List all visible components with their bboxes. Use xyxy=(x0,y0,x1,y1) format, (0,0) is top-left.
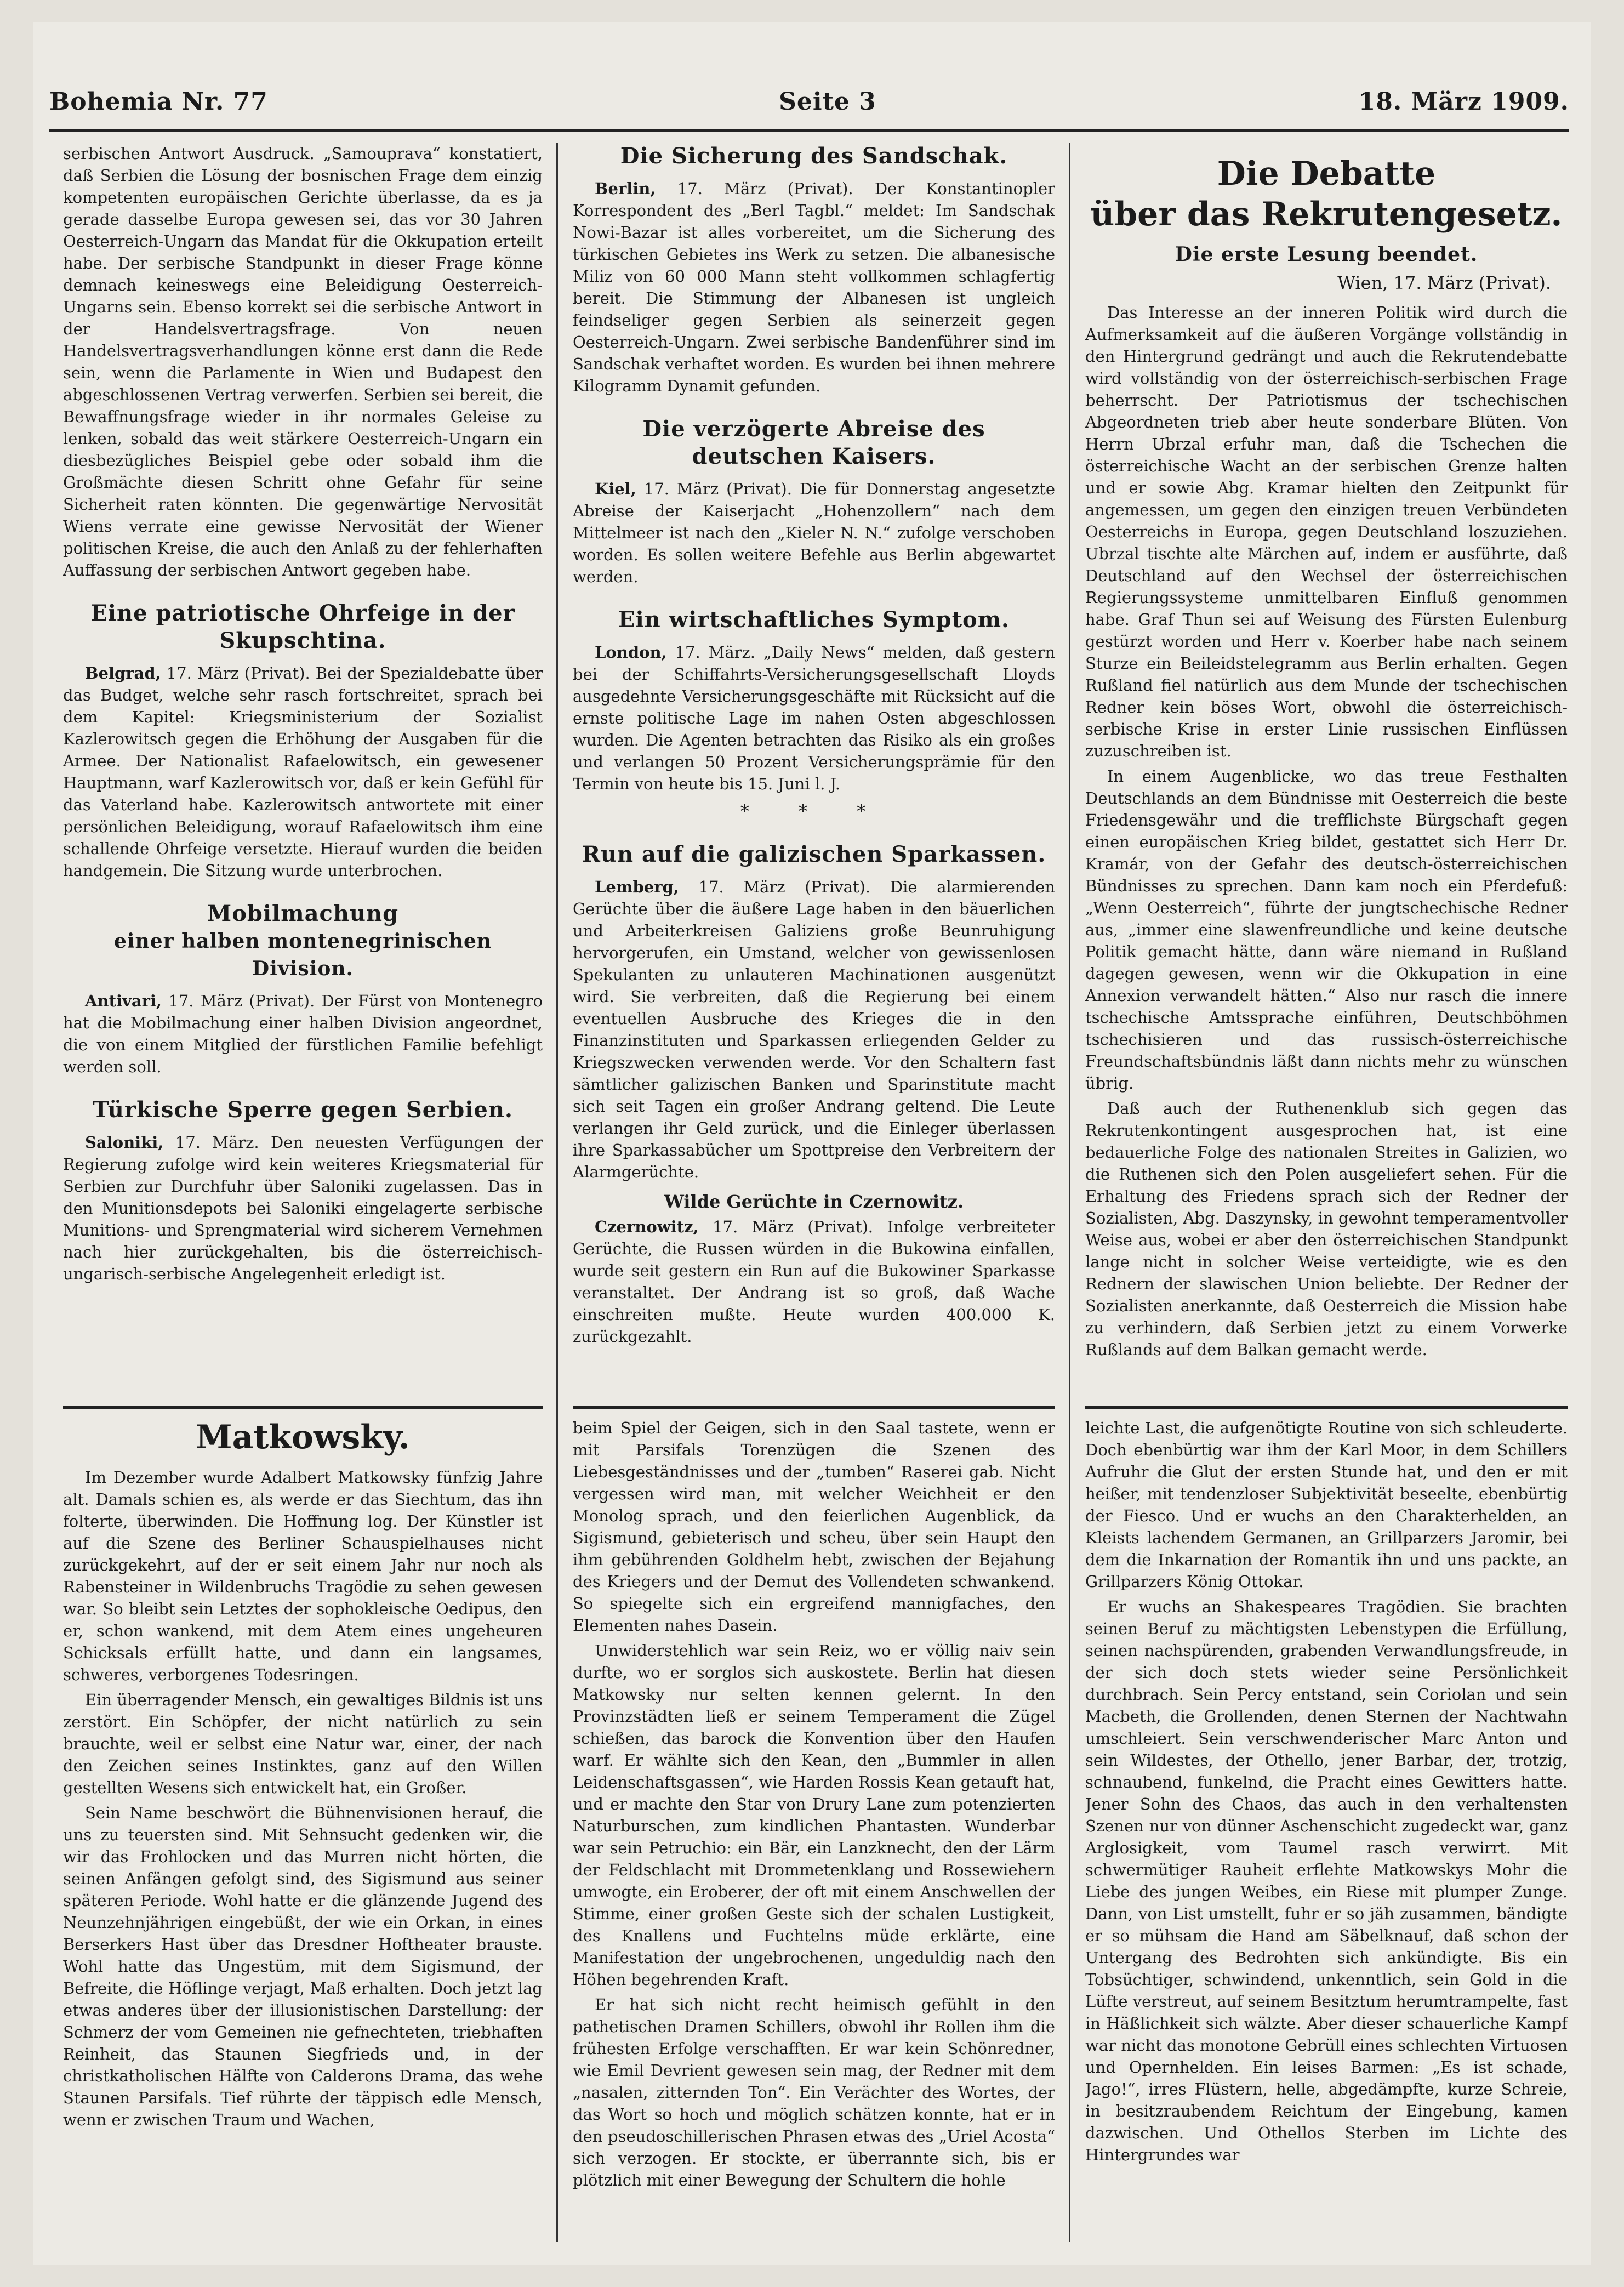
section-stars: * * * xyxy=(740,801,888,822)
dateline: London, xyxy=(595,643,667,662)
article-text: In einem Augenblicke, wo das treue Festhalten Deutschlands an dem Bündnisse mit Oesterreich die beste Friedensgewähr und die trefflichste Bürgschaft gegen einen europäischen Krieg bildet, gestattet sich Herr Dr. Kramár, von der Gefahr des deutsch-österreichischen Bündnisses zu sprechen. Dann kam noch ein Pferdefuß: „Wenn Oesterreich“, führte der jungtschechische Redner aus, „immer eine slawenfreundliche und keine deutsche Politik gemacht hätte, dann wäre niemand in Rußland dagegen gewesen, wenn wir die Okkupation in eine Annexion verwandelt hätten.“ Also nur rasch die innere tschechische Amtssprache einführen, Deutschböhmen tschechisieren und das russisch-österreichische Freundschaftsbündnis läßt dann nichts mehr zu wünschen übrig. xyxy=(1085,767,1568,1093)
article-text: serbischen Antwort Ausdruck. „Samouprava“ konstatiert, daß Serbien die Lösung der bosnischen Frage dem einzig kompetenten europäischen Gerichte überlasse, da es ja gerade dasselbe Europa gewesen sei, das vor 30 Jahren Oesterreich-Ungarn das Mandat für die Okkupation erteilt habe. Der serbische Standpunkt in dieser Frage könne demnach keineswegs eine Beleidigung Oesterreich-Ungarns sein. Ebenso korrekt sei die serbische Antwort in der Handelsvertragsfrage. Von neuen Handelsvertragsverhandlungen könne erst dann die Rede sein, wenn die Parlamente in Wien und Budapest den abgeschlossenen Vertrag verwerfen. Serbien sei bereit, die Bewaffnungsfrage wieder in ihr normales Geleise zu lenken, sobald das weit stärkere Oesterreich-Ungarn ein diesbezügliches Beispiel gebe oder sobald ihm die Großmächte diesen Schritt ohne Gefahr für seine Sicherheit raten könnten. Die gegenwärtige Nervosität Wiens verrate eine gewisse Nervosität der Wiener politischen Kreise, die auch den Anlaß zu der fehlerhaften Auffassung der serbischen Antwort gegeben habe. xyxy=(63,144,543,579)
headline-sperre: Türkische Sperre gegen Serbien. xyxy=(93,1097,513,1123)
headline-mobilmachung: Mobilmachung einer halben montenegrinischen Division. xyxy=(113,901,492,980)
article-text: Saloniki, 17. März. Den neuesten Verfügungen der Regierung zufolge wird kein weiteres Kriegsmaterial für Serbien zur Durchfuhr über Saloniki zugelassen. Das in den Munitionsdepots bei Saloniki eingelagerte serbische Munitions- und Sprengmaterial wird sicherem Vernehmen nach hier zurückgehalten, bis die österreichisch-ungarisch-serbische Angelegenheit erledigt ist. xyxy=(63,1133,543,1283)
issue-date: 18. März 1909. xyxy=(1358,88,1569,116)
headline-sandschak: Die Sicherung des Sandschak. xyxy=(620,143,1008,169)
article-text: Berlin, 17. März (Privat). Der Konstantinopler Korrespondent des „Berl Tagbl.“ meldet: Im Sandschak Nowi-Bazar ist alles vorbereitet, um die Sicherung des türkischen Gebietes ins Werk zu setzen. Die albanesische Miliz von 60 000 Mann steht vollkommen schlagfertig bereit. Die Stimmung der Albanesen ist ungleich feindseliger gegen Serbien als seinerzeit gegen Oesterreich-Ungarn. Zwei serbische Bandenführer sind im Sandschak verhaftet worden. Es wurden bei ihnen mehrere Kilogramm Dynamit gefunden. xyxy=(573,179,1055,395)
feuilleton-column-3 xyxy=(1085,1417,1568,2245)
headline-debatte: Die Debatte über das Rekrutengesetz. xyxy=(1090,155,1563,234)
masthead-issue: Bohemia Nr. 77 xyxy=(49,88,268,116)
dateline: Lemberg, xyxy=(595,878,679,896)
feuilleton-column-1 xyxy=(63,1417,543,2245)
feuilleton-text: leichte Last, die aufgenötigte Routine von sich schleuderte. Doch ebenbürtig war ihm der Karl Moor, in dem Schillers Aufruhr die Glut der ersten Stunde hat, und den er mit heißer, mit tendenzloser Subjektivität beseelte, ebenbürtig der Fiesco. Und er wuchs an den Charakterhelden, an Kleists lachendem Germanen, an Grillparzers Jaromir, bei dem die Inkarnation der Romantik ihn und uns packte, an Grillparzers König Ottokar. xyxy=(1085,1419,1568,1591)
feuilleton-text: Ein überragender Mensch, ein gewaltiges Bildnis ist uns zerstört. Ein Schöpfer, der nicht natürlich zu sein brauchte, weil er selbst eine Natur war, einer, der nach den Zeichen seines Instinktes, ganz auf den Willen gestellten Wesens sich entwickelt hat, ein Großer. xyxy=(63,1691,543,1797)
dateline: Czernowitz, xyxy=(595,1218,699,1236)
article-text: Das Interesse an der inneren Politik wird durch die Aufmerksamkeit auf die äußeren Vorgänge vollständig in den Hintergrund gedrängt und auch die Rekrutendebatte wird vollständig von der österreichisch-serbischen Frage beherrscht. Der Patriotismus der tschechischen Abgeordneten trieb aber heute sonderbare Blüten. Von Herrn Ubrzal erfuhr man, daß die Tschechen die österreichische Wacht an der serbischen Grenze halten und er sowie Abg. Kramar hielten den Zeitpunkt für angemessen, um gegen den einzigen treuen Verbündeten Oesterreichs in Europa, gegen Deutschland loszuziehen. Ubrzal tischte alte Märchen auf, indem er ausführte, daß Deutschland auf den Wechsel der österreichischen Regierungssysteme unmittelbaren Einfluß genommen habe. Graf Thun sei auf Weisung des Fürsten Eulenburg gestürzt worden und Herr v. Koerber habe nach seinem Sturze ein Beileidstelegramm aus Berlin erhalten. Gegen Rußland fiel natürlich aus dem Munde der tschechischen Redner kein böses Wort, obwohl die österreichisch-serbische Krise in erster Linie russischen Einflüssen zuzuschreiben ist. xyxy=(1085,303,1568,760)
section-rule xyxy=(573,1406,1055,1409)
article-text: Czernowitz, 17. März (Privat). Infolge verbreiteter Gerüchte, die Russen würden in die Bukowina einfallen, wurde seit gestern ein Run auf die Bukowiner Sparkasse veranstaltet. Der Andrang ist so groß, daß Wache einschreiten mußte. Heute wurden 400.000 K. zurückgezahlt. xyxy=(573,1218,1055,1346)
subheadline-czernowitz: Wilde Gerüchte in Czernowitz. xyxy=(664,1191,964,1212)
dateline: Antivari, xyxy=(85,992,162,1010)
dateline: Wien, 17. März (Privat). xyxy=(1337,272,1551,293)
dateline: Berlin, xyxy=(595,179,656,198)
header-rule xyxy=(49,129,1569,132)
article-text: Kiel, 17. März (Privat). Die für Donnerstag angesetzte Abreise der Kaiserjacht „Hohenzollern“ nach dem Mittelmeer ist nach den „Kieler N. N.“ zufolge verschoben worden. Es sollen weitere Befehle aus Berlin abgewartet werden. xyxy=(573,480,1055,586)
feuilleton-text: Unwiderstehlich war sein Reiz, wo er völlig naiv sein durfte, wo er sorglos sich auskostete. Berlin hat diesen Matkowsky nur selten kennen gelernt. In den Provinzstädten ließ er seinem Temperament die Zügel schießen, das barock die Konvention über den Haufen warf. Er wählte sich den Kean, den „Bummler in allen Leidenschaftsgassen“, wie Harden Rossis Kean getauft hat, und er machte den Star von Drury Lane zum potenzierten Naturburschen, zum kindlichen Phantasten. Wunderbar war sein Petruchio: ein Bär, ein Lanzknecht, den der Lärm der Feldschlacht mit Drommetenklang und Rossewiehern umwogte, ein Eroberer, der oft mit einem Anschwellen der Stimme, einer großen Geste sich der schalen Lustigkeit, des Knallens und Fuchtelns müde erklärte, eine Manifestation der ungebrochenen, ungeduldig nach den Höhen begehrenden Kraft. xyxy=(573,1641,1055,1989)
page-number: Seite 3 xyxy=(779,88,876,116)
newspaper-page xyxy=(33,22,1591,2265)
article-text: Lemberg, 17. März (Privat). Die alarmierenden Gerüchte über die äußere Lage haben in den bäuerlichen und Arbeiterkreisen Galiziens große Beunruhigung hervorgerufen, ein Umstand, welcher von gewissenlosen Spekulanten zu unlauteren Machinationen ausgenützt wird. Sie verbreiten, daß die Regierung bei einem eventuellen Ausbruche des Krieges die in den Finanzinstituten und Sparkassen erliegenden Gelder zu Kriegszwecken verwenden werde. Vor den Schaltern fast sämtlicher galizischen Banken und Sparinstitute macht sich seit Tagen ein großer Andrang geltend. Die Leute verlangen ihr Geld zurück, und die Einleger überlassen ihre Sparkassabücher um Spottpreise den Verbreitern der Alarmgerüchte. xyxy=(573,878,1055,1181)
headline-skupschtina: Eine patriotische Ohrfeige in der Skupschtina. xyxy=(90,600,515,653)
headline-sparkassen: Run auf die galizischen Sparkassen. xyxy=(582,841,1046,867)
headline-matkowsky: Matkowsky. xyxy=(196,1418,410,1457)
article-text: Antivari, 17. März (Privat). Der Fürst von Montenegro hat die Mobilmachung einer halben Division angeordnet, die von einem Mitglied der fürstlichen Familie befehligt werden soll. xyxy=(63,992,543,1076)
article-text: Belgrad, 17. März (Privat). Bei der Spezialdebatte über das Budget, welche sehr rasch fortschreitet, sprach bei dem Kapitel: Kriegsministerium der Sozialist Kazlerowitsch gegen die Erhöhung der Ausgaben für die Armee. Der Nationalist Rafaelowitsch, ein gewesener Hauptmann, warf Kazlerowitsch vor, daß er kein Gefühl für das Vaterland habe. Kazlerowitsch antwortete mit einer persönlichen Beleidigung, worauf Rafaelowitsch ihm eine schallende Ohrfeige versetzte. Hierauf wurden die beiden handgemein. Die Sitzung wurde unterbrochen. xyxy=(63,664,543,880)
feuilleton-column-2 xyxy=(573,1417,1055,2245)
headline-kaiser: Die verzögerte Abreise des deutschen Kaisers. xyxy=(642,416,985,469)
dateline: Belgrad, xyxy=(85,664,161,682)
column-divider xyxy=(556,143,558,2242)
feuilleton-text: Im Dezember wurde Adalbert Matkowsky fünfzig Jahre alt. Damals schien es, als werde er das Siechtum, das ihn folterte, überwinden. Die Hoffnung log. Der Künstler ist auf die Szene des Berliner Schauspielhauses nicht zurückgekehrt, auf der er seit einem Jahr nur noch als Rabensteiner in Wildenbruchs Tragödie zu sehen gewesen war. So bleibt sein Letztes der sophokleische Oedipus, den er, schon wankend, mit dem Atem eines ungeheuren Schicksals erfüllt hatte, und dann ein langsames, schweres, verborgenes Todesringen. xyxy=(63,1468,543,1684)
page-header xyxy=(33,66,1591,132)
section-rule xyxy=(63,1406,543,1409)
feuilleton-text: Er wuchs an Shakespeares Tragödien. Sie brachten seinen Beruf zu mächtigsten Lebenstypen die Erfüllung, seinen nachspürenden, grabenden Verwandlungsfreude, in der sich doch stets wieder seine Persönlichkeit durchbrach. Sein Percy entstand, sein Coriolan und sein Macbeth, die Grollenden, denen Sternen der Nachtwahn umschleiert. Sein verschwenderischer Marc Anton und sein Wildestes, der Othello, jener Barbar, der, trotzig, schnaubend, funkelnd, die Pracht eines Gewitters hatte. Jener Sohn des Chaos, das auch in den verhaltensten Szenen nur von dünner Aschenschicht zugedeckt war, ganz Arglosigkeit, vom Taumel rasch verwirrt. Mit schwermütiger Rauheit erflehte Matkowskys Mohr die Liebe des jungen Weibes, ein Riese mit plumper Zunge. Dann, von List umstellt, fuhr er so jäh zusammen, bändigte er so mühsam die Hand am Säbelknauf, daß schon der Untergang des Bedrohten sich ankündigte. Bis ein Tobsüchtiger, schwindend, unkenntlich, sein Gold in die Lüfte verstreut, auf seinem Besitztum herumtrampelte, fast in Häßlichkeit sich wälzte. Aber dieser schauerliche Kampf war nicht das monotone Gebrüll eines schlechten Virtuosen und Opernhelden. Ein leises Barmen: „Es ist schade, Jago!“, irres Flüstern, helle, abgedämpfte, kurze Schreie, in besitzraubendem Reichtum der Eingebung, kamen dazwischen. Und Othellos Sterben im Lichte des Hintergrundes war xyxy=(1085,1597,1568,2164)
dateline: Saloniki, xyxy=(85,1133,164,1152)
dateline: Kiel, xyxy=(595,480,636,498)
feuilleton-text: Er hat sich nicht recht heimisch gefühlt in den pathetischen Dramen Schillers, obwohl ihr Rollen ihm die frühesten Erfolge verschafften. Er war kein Schönredner, wie Emil Devrient gewesen sein mag, der Redner mit dem „nasalen, zitternden Ton“. Ein Verächter des Wortes, der das Wort so hoch und möglich schätzen konnte, hat er in den pseudoschillerischen Phrasen etwas des „Uriel Acosta“ sich verzogen. Er stockte, er überrannte sich, bis er plötzlich mit einer Bewegung der Schultern die hohle xyxy=(573,1995,1055,2189)
column-divider xyxy=(1069,143,1070,2242)
subheadline-erste-lesung: Die erste Lesung beendet. xyxy=(1175,243,1478,266)
feuilleton-text: Sein Name beschwört die Bühnenvisionen herauf, die uns zu teuersten sind. Mit Sehnsucht gedenken wir, die wir das Frohlocken und das Murren nicht hörten, die seinen Anfängen gefolgt sind, des Sigismund aus seiner späteren Periode. Wohl hatte er die glänzende Jugend des Neunzehnjährigen eingebüßt, der wie ein Orkan, in eines Berserkers Hast über das Dresdner Hoftheater brauste. Wohl hatte das Ungestüm, mit dem Sigismund, der Befreite, die Höflinge verjagt, Maß erhalten. Doch jetzt lag etwas anderes über der illusionistischen Darstellung: der Schmerz der vom Gemeinen nie gefnechteten, triebhaften Reinheit, das Staunen Siegfrieds und, in der christkatholischen Hälfte von Calderons Drama, das wehe Staunen Parsifals. Tief rührte der täppisch edle Mensch, wenn er zwischen Traum und Wachen, xyxy=(63,1804,543,2129)
feuilleton-text: beim Spiel der Geigen, sich in den Saal tastete, wenn er mit Parsifals Torenzügen die Szenen des Liebesgeständnisses und der „tumben“ Raserei gab. Nicht vergessen wird man, mit welcher Weichheit er den Monolog sprach, und den feierlichen Augenblick, da Sigismund, gebieterisch und scheu, über sein Haupt den ihm gebührenden Goldhelm hebt, zwischen der Bejahung des Kriegers und der Demut des Vollendeten schwankend. So spiegelte sich ein ergreifend mannigfaches, den Elementen nahes Dasein. xyxy=(573,1419,1055,1635)
section-rule xyxy=(1085,1406,1568,1409)
article-text: Daß auch der Ruthenenklub sich gegen das Rekrutenkontingent ausgesprochen hat, ist eine bedauerliche Folge des nationalen Streites in Galizien, wo die Ruthenen sich den Polen ausgeliefert sehen. Für die Erhaltung des Friedens sprach sich der Redner der Sozialisten, Abg. Daszynsky, in gewohnt temperamentvoller Weise aus, wobei er aber den österreichischen Standpunkt lange nicht in solcher Weise verteidigte, wie es den Rednern der slawischen Union beliebte. Der Redner der Sozialisten anerkannte, daß Oesterreich die Mission habe zu verhindern, daß Serbien jetzt zu einem Vorwerke Rußlands auf dem Balkan gemacht werde. xyxy=(1085,1099,1568,1359)
article-text: London, 17. März. „Daily News“ melden, daß gestern bei der Schiffahrts-Versicherungsgesellschaft Lloyds ausgedehnte Versicherungsgeschäfte mit Rücksicht auf die ernste politische Lage im nahen Osten abgeschlossen wurden. Die Agenten betrachten das Risiko als ein großes und verlangen 50 Prozent Versicherungsprämie für den Termin von heute bis 15. Juni l. J. xyxy=(573,643,1055,793)
headline-symptom: Ein wirtschaftliches Symptom. xyxy=(618,607,1010,633)
